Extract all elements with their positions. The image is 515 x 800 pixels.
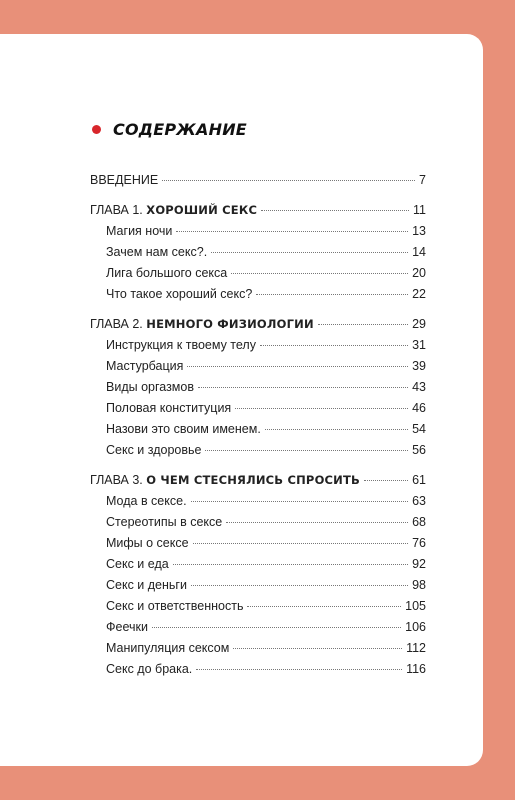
toc-entry-intro[interactable] bbox=[90, 173, 426, 194]
toc-entry[interactable] bbox=[90, 557, 426, 578]
toc-page-number: 7 bbox=[419, 173, 426, 187]
toc-entry-label: Мифы о сексе bbox=[106, 536, 189, 550]
toc-entry-label: Назови это своим именем. bbox=[106, 422, 261, 436]
dot-leader bbox=[198, 387, 408, 388]
toc-entry[interactable] bbox=[90, 401, 426, 422]
toc-entry-label: Половая конституция bbox=[106, 401, 232, 415]
toc-page-number: 106 bbox=[405, 620, 426, 634]
toc-entry[interactable] bbox=[90, 338, 426, 359]
toc-entry-label: Что такое хороший секс? bbox=[106, 287, 253, 301]
toc-entry[interactable] bbox=[90, 662, 426, 683]
dot-leader bbox=[226, 522, 408, 523]
toc-entry[interactable] bbox=[90, 266, 426, 287]
toc-page-number: 92 bbox=[412, 557, 426, 571]
toc-entry-label: ВВЕДЕНИЕ bbox=[90, 173, 159, 187]
toc-page-number: 105 bbox=[405, 599, 426, 613]
toc-entry-label: Секс и деньги bbox=[106, 578, 187, 592]
toc-page-number: 61 bbox=[412, 473, 426, 487]
chapter-title: ХОРОШИЙ СЕКС bbox=[146, 203, 258, 217]
dot-leader bbox=[152, 627, 401, 628]
dot-leader bbox=[211, 252, 408, 253]
dot-leader bbox=[193, 543, 409, 544]
toc-page-number: 14 bbox=[412, 245, 426, 259]
toc-entry[interactable] bbox=[90, 578, 426, 599]
chapter-title: НЕМНОГО ФИЗИОЛОГИИ bbox=[146, 317, 314, 331]
toc-entry[interactable] bbox=[90, 536, 426, 557]
dot-leader bbox=[318, 324, 408, 325]
toc-page-number: 20 bbox=[412, 266, 426, 280]
toc-entry[interactable] bbox=[90, 422, 426, 443]
dot-leader bbox=[247, 606, 401, 607]
toc-entry[interactable] bbox=[90, 443, 426, 464]
dot-leader bbox=[191, 501, 409, 502]
toc-chapter-3[interactable] bbox=[90, 473, 426, 494]
toc-entry-label: Секс и еда bbox=[106, 557, 169, 571]
chapter-title: О ЧЕМ СТЕСНЯЛИСЬ СПРОСИТЬ bbox=[146, 473, 361, 487]
dot-leader bbox=[261, 210, 409, 211]
toc-entry[interactable] bbox=[90, 620, 426, 641]
chapter-prefix: ГЛАВА 1. bbox=[90, 203, 143, 217]
toc-page-number: 98 bbox=[412, 578, 426, 592]
toc-entry[interactable] bbox=[90, 287, 426, 308]
dot-leader bbox=[205, 450, 408, 451]
toc-entry-label: Секс до брака. bbox=[106, 662, 193, 676]
chapter-label bbox=[90, 203, 257, 217]
toc-entry-label: Феечки bbox=[106, 620, 148, 634]
toc-page-number: 46 bbox=[412, 401, 426, 415]
toc-heading bbox=[92, 120, 247, 139]
toc-entry-label: Виды оргазмов bbox=[106, 380, 194, 394]
dot-leader bbox=[235, 408, 408, 409]
toc-page-number: 76 bbox=[412, 536, 426, 550]
toc-entry-label: Секс и ответственность bbox=[106, 599, 244, 613]
bullet-icon bbox=[92, 125, 101, 134]
dot-leader bbox=[162, 180, 415, 181]
toc-entry-label: Секс и здоровье bbox=[106, 443, 202, 457]
toc-entry-label: Манипуляция сексом bbox=[106, 641, 230, 655]
toc-entry[interactable] bbox=[90, 641, 426, 662]
toc-chapter-1[interactable] bbox=[90, 203, 426, 224]
toc-entry[interactable] bbox=[90, 245, 426, 266]
dot-leader bbox=[176, 231, 408, 232]
toc-entry[interactable] bbox=[90, 224, 426, 245]
chapter-prefix: ГЛАВА 3. bbox=[90, 473, 143, 487]
toc-page-number: 116 bbox=[406, 662, 426, 676]
toc-page-number: 43 bbox=[412, 380, 426, 394]
toc-entry[interactable] bbox=[90, 515, 426, 536]
toc-page-number: 63 bbox=[412, 494, 426, 508]
toc-entry[interactable] bbox=[90, 599, 426, 620]
dot-leader bbox=[196, 669, 402, 670]
toc-page-number: 11 bbox=[413, 203, 426, 217]
toc-page-number: 22 bbox=[412, 287, 426, 301]
toc-page-number: 68 bbox=[412, 515, 426, 529]
toc-page-number: 56 bbox=[412, 443, 426, 457]
dot-leader bbox=[265, 429, 408, 430]
dot-leader bbox=[364, 480, 408, 481]
toc-page-number: 39 bbox=[412, 359, 426, 373]
dot-leader bbox=[187, 366, 408, 367]
toc-entry-label: Мастурбация bbox=[106, 359, 184, 373]
dot-leader bbox=[231, 273, 408, 274]
toc-page-number: 29 bbox=[412, 317, 426, 331]
dot-leader bbox=[191, 585, 408, 586]
toc-entry-label: Магия ночи bbox=[106, 224, 173, 238]
dot-leader bbox=[256, 294, 408, 295]
toc-entry-label: Лига большого секса bbox=[106, 266, 228, 280]
toc-page-number: 13 bbox=[412, 224, 426, 238]
toc-entry-label: Стереотипы в сексе bbox=[106, 515, 223, 529]
table-of-contents bbox=[90, 173, 426, 683]
toc-entry-label: Зачем нам секс?. bbox=[106, 245, 208, 259]
dot-leader bbox=[233, 648, 402, 649]
dot-leader bbox=[173, 564, 408, 565]
toc-page-number: 112 bbox=[406, 641, 426, 655]
toc-entry[interactable] bbox=[90, 494, 426, 515]
toc-entry[interactable] bbox=[90, 380, 426, 401]
toc-entry-label: Инструкция к твоему телу bbox=[106, 338, 256, 352]
toc-title: СОДЕРЖАНИЕ bbox=[113, 120, 247, 139]
chapter-label bbox=[90, 317, 314, 331]
toc-chapter-2[interactable] bbox=[90, 317, 426, 338]
toc-page-number: 54 bbox=[412, 422, 426, 436]
dot-leader bbox=[260, 345, 408, 346]
toc-entry-label: Мода в сексе. bbox=[106, 494, 187, 508]
chapter-label bbox=[90, 473, 360, 487]
chapter-prefix: ГЛАВА 2. bbox=[90, 317, 143, 331]
toc-entry[interactable] bbox=[90, 359, 426, 380]
toc-page-number: 31 bbox=[412, 338, 426, 352]
